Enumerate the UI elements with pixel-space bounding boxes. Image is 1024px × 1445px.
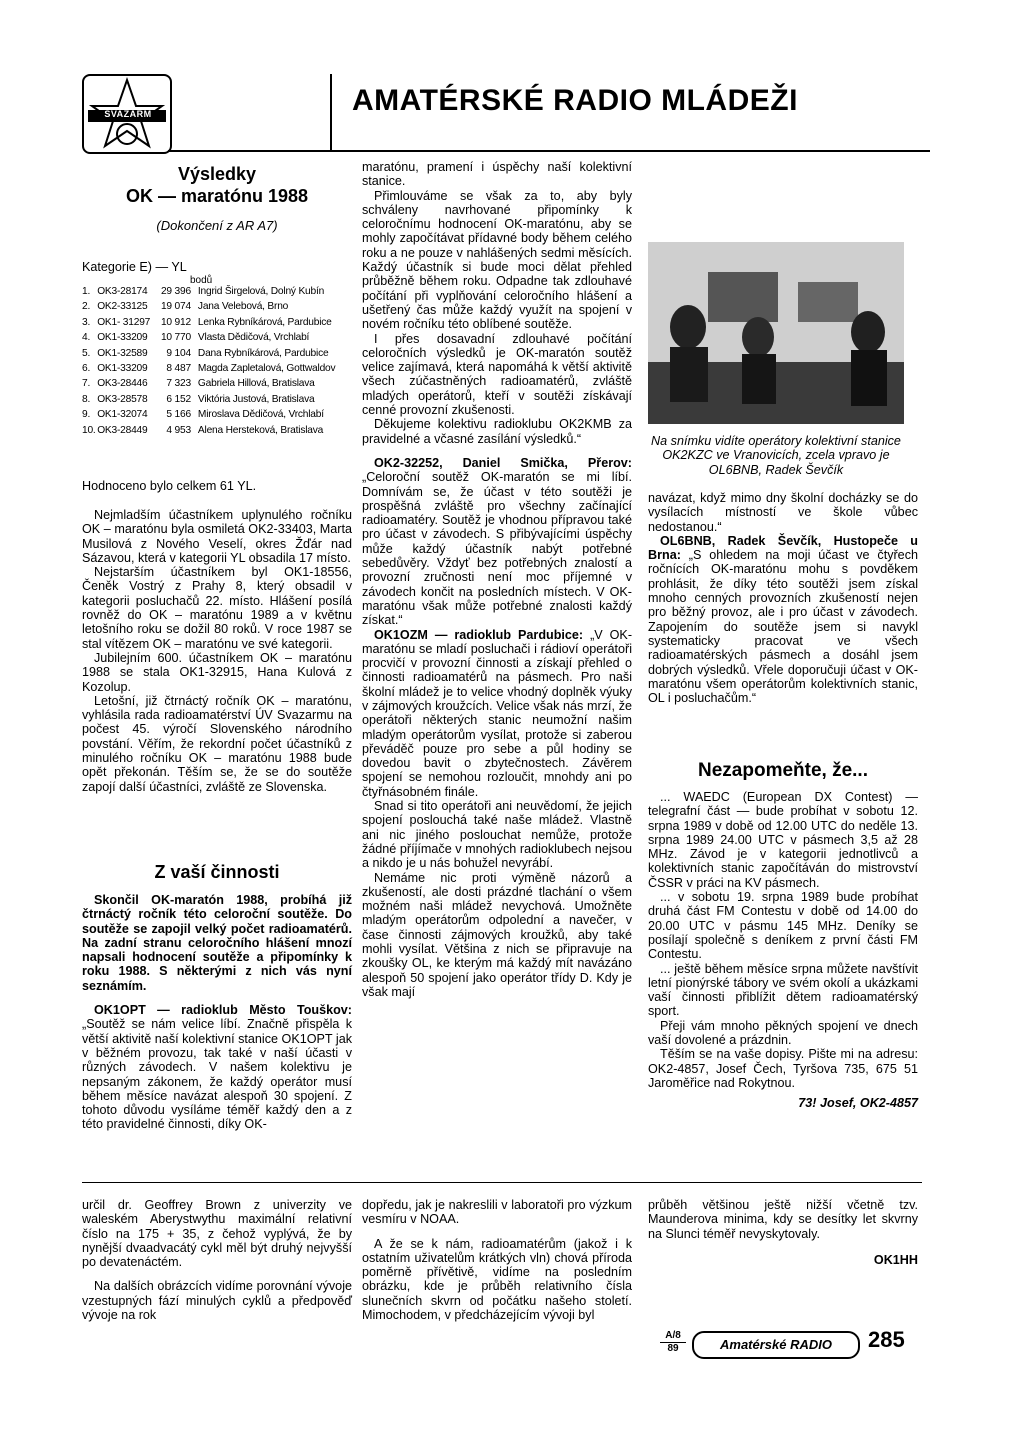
name-cell: Viktória Justová, Bratislava [197,393,315,405]
paragraph: Nejmladším účastníkem uplynulého ročníku OK – maratónu byla osmiletá OK2-33403, Marta Musilová z Nového Veselí, okres Žďár nad Sázavou, která v kategorii YL obsadila 17 místo. [82,508,352,565]
rank-cell: 5. [82,347,91,359]
rank-cell: 4. [82,332,91,344]
photo-caption: Na snímku vidíte operátory kolektivní stanice OK2KZC ve Vranovicích, zcela vpravo je OL6BNB, Radek Ševčík [651,434,901,477]
paragraph: navázat, když mimo dny školní docházky se do vysílacích místností ve škole vůbec nedostanou.“ [648,491,918,534]
points-label: bodů [190,275,213,286]
paragraph: určil dr. Geoffrey Brown z univerzity ve waleském Aberystwythu maximální relativní číslo na 175 + 35, z čehož vyplývá, že by nynější dvaadvacátý cykl měl být druhý nejvyšší po devatenáctém. [82,1198,352,1270]
results-category: Kategorie E) — YL [82,260,187,274]
results-title-line1: Výsledky [177,164,257,184]
points-cell: 8 487 [166,363,191,375]
svazarm-logo [82,74,172,154]
name-cell: Dana Rybníkárová, Pardubice [197,347,329,359]
photo-operators [648,242,904,424]
column-1-text [82,508,352,794]
bottom-column-2 [362,1198,632,1322]
results-total: Hodnoceno bylo celkem 61 YL. [82,479,257,493]
logo-label: SVAZARM [104,109,152,119]
paragraph [362,628,632,800]
rank-cell: 10. [82,424,96,436]
table-row [82,394,352,409]
paragraph: I přes dosavadní zdlouhavé počítání celoročních výsledků je OK-maratón soutěž velice zajímavá, která napomáhá k větší aktivitě všech zúčastněných radioamatérů, zvláště mladých operátorů, kteří v soutěži získávají cenné provozní zkušenosti. [362,331,632,418]
header-divider [330,74,332,152]
signature: 73! Josef, OK2-4857 [798,1096,918,1111]
paragraph: ... v sobotu 19. srpna 1989 bude probíhat druhá část FM Contestu v době od 14.00 do 20.00 UTC v pásmu 145 MHz. Deníky se posílají společně s deníkem z první části FM Contestu. [648,890,918,962]
magazine-logo: Amatérské RADIO [692,1331,860,1359]
table-row [82,286,352,301]
table-row [82,363,352,378]
points-cell: 7 323 [166,378,191,390]
rank-cell: 9. [82,409,91,421]
paragraph: Jubilejním 600. účastníkem OK – maratónu 1988 se stala OK1-32915, Hana Kulová z Kozolup. [82,650,352,694]
points-cell: 9 104 [166,347,191,359]
quote-text: „Celoroční soutěž OK-maratón se mi líbí. Domnívám se, že účast v této soutěži je prospěšná zvláště pro všechny začínající radioamatéry. Soutěž je vhodnou přípravou také pro účast v závodech. S přibývajícími úspěchy může každý účastník nabýt potřebné sebedůvěry. Vždyť bez potřebných znalostí a provozní zručnosti není moc příjemné v závodech končit na posledních místech. V OK-maratónu však může potřebné znalosti každý získat.“ [362,470,632,628]
paragraph: Těším se na vaše dopisy. Pište mi na adresu: OK2-4857, Josef Čech, Tyršova 735, 675 51 Jaroměřice nad Rokytnou. [648,1047,918,1090]
points-cell: 10 770 [160,332,191,344]
name-cell: Lenka Rybníkárová, Pardubice [197,316,332,328]
name-cell: Gabriela Hillová, Bratislava [197,378,315,390]
activity-text [82,893,352,1132]
photo-image [648,242,904,424]
table-row [82,348,352,363]
callsign-cell: OK1-33209 [97,332,148,344]
paragraph: Nemáme nic proti výměně názorů a zkušeností, ale dosti prázdné tlachání o všem možném naši mládež nevychová. Umožněte mladým operátorům odpolední a navečer, v čase činnosti zájmových kroužků, aby také mohli vysílat. Většina z nich se připravuje na zkoušky OL, ke kterým má každý mít navázáno alespoň 50 spojení jako operátor třídy D. Kdy je však mají [362,870,632,999]
rank-cell: 8. [82,393,91,405]
paragraph: maratónu, pramení i úspěchy naší kolektivní stanice. [362,160,632,189]
callsign-cell: OK3-28578 [97,393,148,405]
points-cell: 19 074 [160,301,191,313]
speaker-name: OK1OPT — radioklub Město Touškov: [94,1003,352,1018]
section-header: AMATÉRSKÉ RADIO MLÁDEŽI [352,84,798,117]
paragraph: ... WAEDC (European DX Contest) — telegrafní část — bude probíhat v sobotu 12. srpna 1989 v době od 12.00 UTC do neděle 13. srpna 1989 24.00 UTC v pásmech 3,5 až 28 MHz. Závod je v kategorii jednotlivců a kolektivních stanic započítáván do mistrovství ČSSR v práci na KV pásmech. [648,790,918,890]
paragraph: Děkujeme kolektivu radioklubu OK2KMB za pravidelné a včasné zasílání výsledků.“ [362,417,632,446]
paragraph: Letošní, již čtrnáctý ročník OK – maratónu, vyhlásila rada radioamatérství ÚV Svazarmu na počest 45. výročí Slovenského národního povstání. Věřím, že rekordní počet účastníků z minulého ročníku OK – maratónu 1988 bude opět překonán. Těším se, že se do soutěže zapojí další účastníci, zvláště ze Slovenska. [82,693,352,794]
column-2-text [362,160,632,999]
rank-cell: 3. [82,316,91,328]
name-cell: Vlasta Dědičová, Vrchlabí [197,332,310,344]
callsign-cell: OK1-33209 [97,363,148,375]
rank-cell: 2. [82,301,91,313]
paragraph: ... ještě během měsíce srpna můžete navštívit letní pionýrské tábory ve svém okolí a ukázkami vaší činnosti přiblížit dětem radioamatérský sport. [648,961,918,1019]
reminder-text [648,790,918,1111]
speaker-name: OK1OZM — radioklub Pardubice: [374,627,584,642]
speaker-name: OL6BNB, Radek Ševčík, Hustopeče u Brna: [648,533,918,563]
paragraph: Přeji vám mnoho pěkných spojení ve dnech vaší dovolené a prázdnin. [648,1018,918,1048]
bottom-column-1 [82,1198,352,1322]
year: 89 [667,1343,679,1354]
rank-cell: 7. [82,378,91,390]
paragraph [648,534,918,706]
name-cell: Miroslava Dědičová, Vrchlabí [197,409,324,421]
name-cell: Magda Zapletalová, Gottwaldov [197,363,336,375]
points-cell: 4 953 [166,424,191,436]
reminder-title: Nezapomeňte, že... [698,760,868,781]
paragraph: dopředu, jak je nakreslili v laboratoři pro výzkum vesmíru v NOAA. [362,1198,632,1227]
results-subtitle: (Dokončení z AR A7) [156,218,278,233]
callsign-cell: OK3-28449 [97,424,148,436]
results-table [82,286,352,440]
paragraph: průběh většinou ještě nižší včetně tzv. Maunderova minima, kdy se desítky let skvrny na Slunci téměř nevyskytovaly. [648,1198,918,1241]
speaker-name: OK2-32252, Daniel Smička, Přerov: [374,455,632,470]
callsign-cell: OK3-28174 [97,286,148,297]
name-cell: Ingrid Širgelová, Dolný Kubín [197,286,325,297]
column-3-text [648,491,918,705]
paragraph: Skončil OK-maratón 1988, probíhá již čtrnáctý ročník této celoroční soutěže. Do soutěže se zapojil velký počet radioamatérů. Na zadní stranu celoročního hlášení mnozí napsali hodnocení soutěže a připomínky k roku 1988. S některými z nich vás nyní seznámím. [82,893,352,993]
callsign-cell: OK1- 31297 [97,316,151,328]
table-row [82,317,352,332]
issue: A/8 [660,1330,686,1343]
paragraph [362,456,632,628]
rank-cell: 6. [82,363,91,375]
activity-title: Z vaší činnosti [154,862,280,882]
page-number: 285 [868,1327,905,1352]
paragraph: Snad si tito operátoři ani neuvědomí, že jejich spojení poslouchá také naše mládež. Vlastně ani nic jiného poslouchat nemůže, protože žádné příjímače v mnohých radioklubech nejsou a nikdo je u nás bohužel nevyrábí. [362,799,632,871]
callsign-cell: OK1-32589 [97,347,148,359]
paragraph: Nejstarším účastníkem byl OK1-18556, Čeněk Vostrý z Prahy 8, který obsadil v kategorii posluchačů 22. místo. Hlášení posílá rovněž do OK – maratónu 1989 a v květnu letošního roku se dožil 80 roků. V roce 1987 se stal vítězem OK – maratónu ve své kategorii. [82,565,352,651]
quote-text: „S ohledem na moji účast ve čtyřech ročnících OK-maratónu mohu s povděkem prohlásit, že díky této soutěži jsem získal mnoho cenných provozních zkušeností nejen pro běžný provoz, ale i pro účast v závodech. Zapojením do soutěže jsem si navykl systematicky pracovat ve všech radioamatérských pásmech a dosáhl jsem dobrých výsledků. Vřele doporučuji účast v OK-maratónu všem operátorům kolektivních stanic, OL i posluchačům.“ [648,548,918,706]
callsign-cell: OK3-28446 [97,378,148,390]
issue-number [660,1330,686,1355]
author-sign: OK1HH [873,1252,918,1267]
table-row [82,378,352,393]
paragraph: Na dalších obrázcích vidíme porovnání vývoje vzestupných fází minulých cyklů a předpověď vývoje na rok [82,1279,352,1323]
points-cell: 10 912 [160,316,191,328]
name-cell: Jana Velebová, Brno [197,301,289,313]
table-row [82,425,352,440]
header-rule [168,150,930,152]
bottom-rule [82,1182,922,1183]
callsign-cell: OK2-33125 [97,301,148,313]
points-cell: 5 166 [166,409,191,421]
paragraph [82,1003,352,1132]
table-row [82,301,352,316]
quote-text: „Soutěž se nám velice líbí. Značně přispěla k větší aktivitě naší kolektivní stanice OK1OPT jak v běžném provozu, tak také v naší účasti v různých závodech. V našem kolektivu je nepsaným zákonem, že každý operátor musí během měsíce navázat alespoň 30 spojení. Z tohoto důvodu vysíláme téměř každý den a z této pravidelné činnosti, díky OK- [82,1017,352,1132]
rank-cell: 1. [82,286,91,297]
paragraph: Přimlouváme se však za to, aby byly schváleny navrhované připomínky k celoročnímu hodnocení OK-maratónu, aby se mohly započítávat přídavné body během celého roku a ne pouze v nahlášených sedmi měsících. Každý účastník si bude moci dělat přehled průběžně během roku. Odpadne tak zdlouhavé počítání při vyplňování celoročního hlášení a ušetřený čas může každý využít na spojení v novém ročníku této oblíbené soutěže. [362,188,632,332]
name-cell: Alena Hersteková, Bratislava [197,424,324,436]
callsign-cell: OK1-32074 [97,409,148,421]
table-row [82,332,352,347]
quote-text: „V OK-maratónu se mladí posluchači i rádioví operátoři procvičí v provozní činnosti a získají přehled o činnosti radioamatérů na pásmech. Pro naši školní mládež je to velice vhodný doplněk výuky v zájmových kroužcích. Velice však nás mrzí, že operátoři některých stanic neumožní našim mladým operátorům vysílat, protože si zaberou převáděč pouze pro sebe a půl hodiny se dovedou bavit o zbytečnostech. Závěrem spojení se nemohou rozloučit, mnohdy ani po čtyřnásobném finále. [362,627,633,799]
results-title [82,163,352,207]
points-cell: 6 152 [166,393,191,405]
results-title-line2: OK — maratónu 1988 [125,186,309,206]
table-row [82,409,352,424]
paragraph: A že se k nám, radioamatérům (jakož i k ostatním uživatelům krátkých vln) chová příroda poměrně přívětivě, vidíme na posledním obrázku, kde je průběh relativního čísla slunečních skvrn od počátku našeho století. Mimochodem, v předcházejícím vývoji byl [362,1236,632,1323]
points-cell: 29 396 [160,286,191,297]
bottom-column-3 [648,1198,918,1267]
